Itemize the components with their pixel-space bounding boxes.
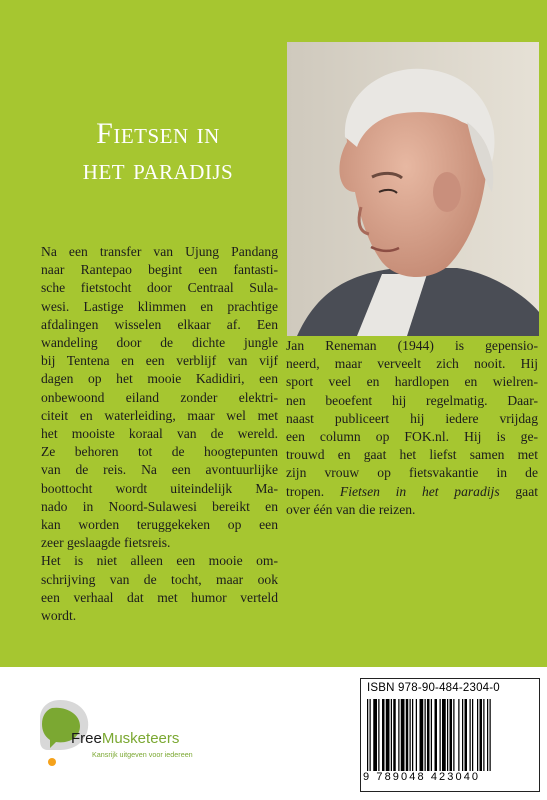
barcode-bar — [472, 699, 473, 771]
barcode-bar — [462, 699, 463, 771]
book-title — [38, 116, 278, 188]
barcode-bar — [386, 699, 390, 771]
barcode-bar — [382, 699, 385, 771]
title-line-2: het paradijs — [82, 153, 234, 186]
barcode-bar — [470, 699, 471, 771]
barcode-digits: 9 789048 423040 — [363, 771, 481, 783]
barcode-bar — [427, 699, 430, 771]
barcode-bar — [416, 699, 417, 771]
barcode-bar — [401, 699, 405, 771]
barcode-bar — [406, 699, 409, 771]
barcode-bar — [367, 699, 368, 771]
barcode-bar — [477, 699, 478, 771]
blurb-line: van de reis. Na een avontuurlijke — [41, 462, 278, 478]
blurb-line: citeit en waterleiding, maar wel met — [41, 407, 278, 423]
bio-line: over één van die reizen. — [286, 501, 416, 517]
publisher-name-musketeers: Musketeers — [101, 730, 180, 747]
barcode-bar — [490, 699, 491, 771]
barcode-bar — [453, 699, 454, 771]
publisher-logo — [38, 694, 228, 774]
blurb-text — [41, 243, 278, 625]
blurb-line: sche fietstocht door Centraal Sula- — [41, 280, 278, 296]
blurb-line: schrijving van de tocht, maar ook — [41, 571, 278, 587]
barcode-bar — [458, 699, 459, 771]
bio-line: een column op FOK.nl. Hij is ge- — [286, 429, 538, 445]
bio-line: nen beoefent hij regelmatig. Daar- — [286, 392, 538, 408]
bio-line-tail: gaat — [499, 483, 539, 499]
barcode-bar — [370, 699, 371, 771]
blurb-line: naar Rantepao begint een fantasti- — [41, 262, 278, 278]
blurb-line: wandeling door de dichte jungle — [41, 335, 278, 351]
barcode-bar — [393, 699, 396, 771]
barcode-bar — [483, 699, 484, 771]
blurb-line: het mooiste koraal van de wereld. — [41, 426, 278, 442]
publisher-name — [71, 730, 179, 747]
barcode — [367, 699, 533, 771]
bio-line: Jan Reneman (1944) is gepensio- — [286, 338, 538, 353]
blurb-line: nado in Noord-Sulawesi bereikt en — [41, 498, 278, 514]
isbn-barcode-box — [360, 678, 540, 792]
barcode-bar — [480, 699, 483, 771]
bio-line-with-title — [286, 483, 538, 501]
barcode-bar — [447, 699, 448, 771]
blurb-line: een verhaal dat met humor verteld — [41, 589, 278, 605]
bio-line: naast publiceert hij iedere vrijdag — [286, 410, 538, 426]
blurb-line: dagen op het mooie Kadidiri, een — [41, 371, 278, 387]
author-bio — [286, 337, 538, 519]
blurb-line: zeer geslaagde fietsreis. — [41, 535, 171, 551]
barcode-bar — [435, 699, 438, 771]
blurb-line: wesi. Lastige klimmen en prachtige — [41, 298, 278, 314]
blurb-line: kan worden teruggekeken op een — [41, 517, 278, 533]
barcode-bar — [487, 699, 488, 771]
barcode-bar — [412, 699, 413, 771]
barcode-bar — [378, 699, 379, 771]
blurb-line: bij Tentena en een verblijf van vijf — [41, 353, 278, 369]
bio-line: trouwd en gaat het liefst samen met — [286, 447, 538, 463]
barcode-bar — [391, 699, 392, 771]
blurb-line: Na een transfer van Ujung Pandang — [41, 244, 278, 259]
blurb-line: onbewoond eiland zonder elektri- — [41, 389, 278, 405]
barcode-bar — [420, 699, 424, 771]
barcode-bar — [373, 699, 377, 771]
bio-line: tropen. — [286, 483, 325, 499]
bio-line: sport veel en hardlopen en wielren- — [286, 374, 538, 390]
publisher-tagline: Kansrijk uitgeven voor iedereen — [92, 750, 193, 759]
barcode-bar — [410, 699, 411, 771]
bio-line: neerd, maar verveelt zich nooit. Hij — [286, 356, 538, 372]
blurb-line: boottocht wordt uiteindelijk Ma- — [41, 480, 278, 496]
book-title-italic: Fietsen in het paradijs — [339, 483, 500, 499]
barcode-bar — [465, 699, 468, 771]
barcode-bar — [398, 699, 399, 771]
barcode-bar — [425, 699, 426, 771]
author-photo — [287, 42, 539, 336]
isbn-number: ISBN 978-90-484-2304-0 — [367, 682, 500, 694]
barcode-bar — [431, 699, 432, 771]
publisher-name-free: Free — [71, 730, 102, 747]
blurb-line: afdalingen wisselen elkaar af. Een — [41, 316, 278, 332]
blurb-line: wordt. — [41, 608, 77, 624]
barcode-bar — [442, 699, 446, 771]
blurb-line: Ze behoren tot de hoogtepunten — [41, 444, 278, 460]
bio-line: zijn vrouw op fietsvakantie in de — [286, 465, 538, 481]
barcode-bar — [450, 699, 453, 771]
barcode-bar — [440, 699, 441, 771]
blurb-line: Het is niet alleen een mooie om- — [41, 553, 278, 569]
title-line-1: Fietsen in — [96, 117, 220, 150]
